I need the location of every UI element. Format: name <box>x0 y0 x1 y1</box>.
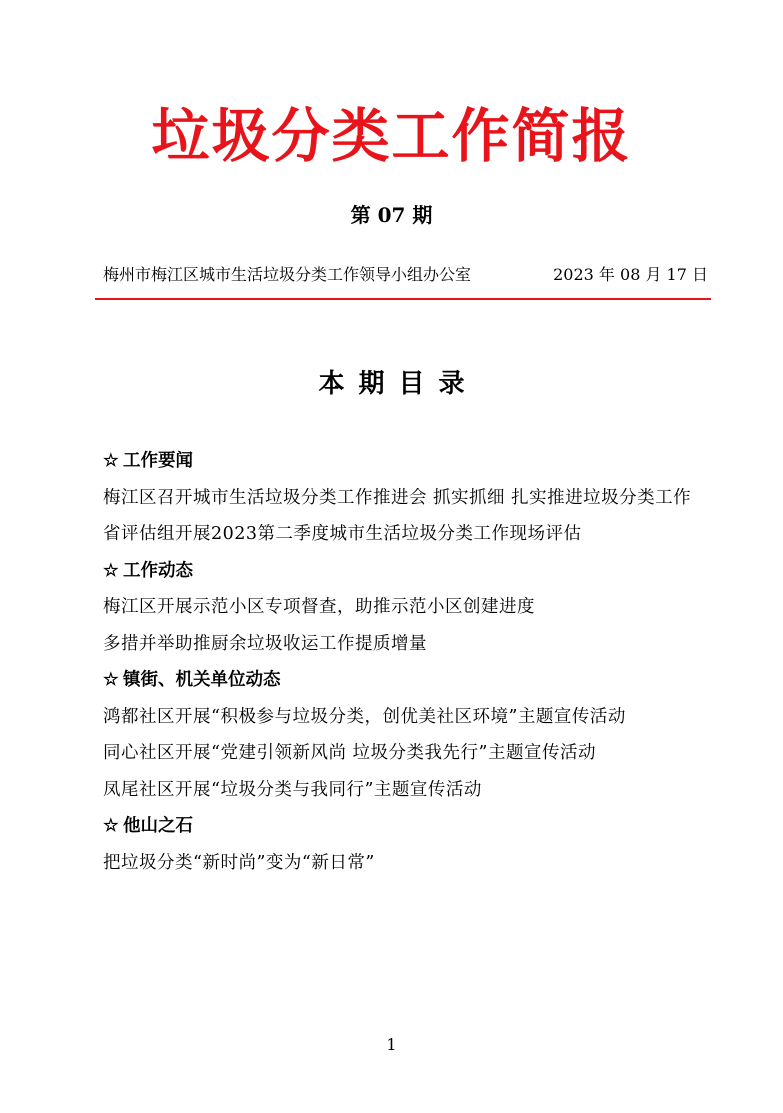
star-outline-icon: ☆ <box>103 816 119 836</box>
star-outline-icon: ☆ <box>103 670 119 690</box>
toc-item: 梅江区召开城市生活垃圾分类工作推进会 抓实抓细 扎实推进垃圾分类工作 <box>103 487 692 508</box>
toc-item: 省评估组开展2023第二季度城市生活垃圾分类工作现场评估 <box>103 524 582 544</box>
toc-section-label: 他山之石 <box>123 816 193 836</box>
toc-section-title <box>103 662 693 699</box>
issuer-line <box>103 262 708 288</box>
toc-section-title <box>103 553 693 590</box>
issuer-name: 梅州市梅江区城市生活垃圾分类工作领导小组办公室 <box>103 265 472 284</box>
toc-item: 鸿都社区开展“积极参与垃圾分类，创优美社区环境”主题宣传活动 <box>103 706 626 727</box>
issue-number: 第 07 期 <box>350 203 433 227</box>
toc-item: 同心社区开展“党建引领新风尚 垃圾分类我先行”主题宣传活动 <box>103 743 596 763</box>
toc-section-label: 工作要闻 <box>123 451 193 471</box>
toc-section-label: 工作动态 <box>123 560 193 581</box>
star-outline-icon: ☆ <box>103 560 119 581</box>
star-outline-icon: ☆ <box>103 451 119 471</box>
toc-heading: 本期目录 <box>318 369 479 399</box>
toc-item: 梅江区开展示范小区专项督查，助推示范小区创建进度 <box>103 597 535 617</box>
toc-section-title <box>103 808 693 845</box>
header-divider <box>95 298 711 300</box>
toc-item: 把垃圾分类“新时尚”变为“新日常” <box>103 852 375 873</box>
toc-item: 凤尾社区开展“垃圾分类与我同行”主题宣传活动 <box>103 779 482 800</box>
toc-item: 多措并举助推厨余垃圾收运工作提质增量 <box>103 633 427 654</box>
table-of-contents <box>103 443 693 881</box>
toc-section-title <box>103 443 693 480</box>
masthead-title: 垃圾分类工作简报 <box>151 102 632 170</box>
toc-section-label: 镇街、机关单位动态 <box>123 670 281 690</box>
page-number: 1 <box>386 1035 397 1054</box>
issue-date: 2023 年 08 月 17 日 <box>553 265 708 284</box>
